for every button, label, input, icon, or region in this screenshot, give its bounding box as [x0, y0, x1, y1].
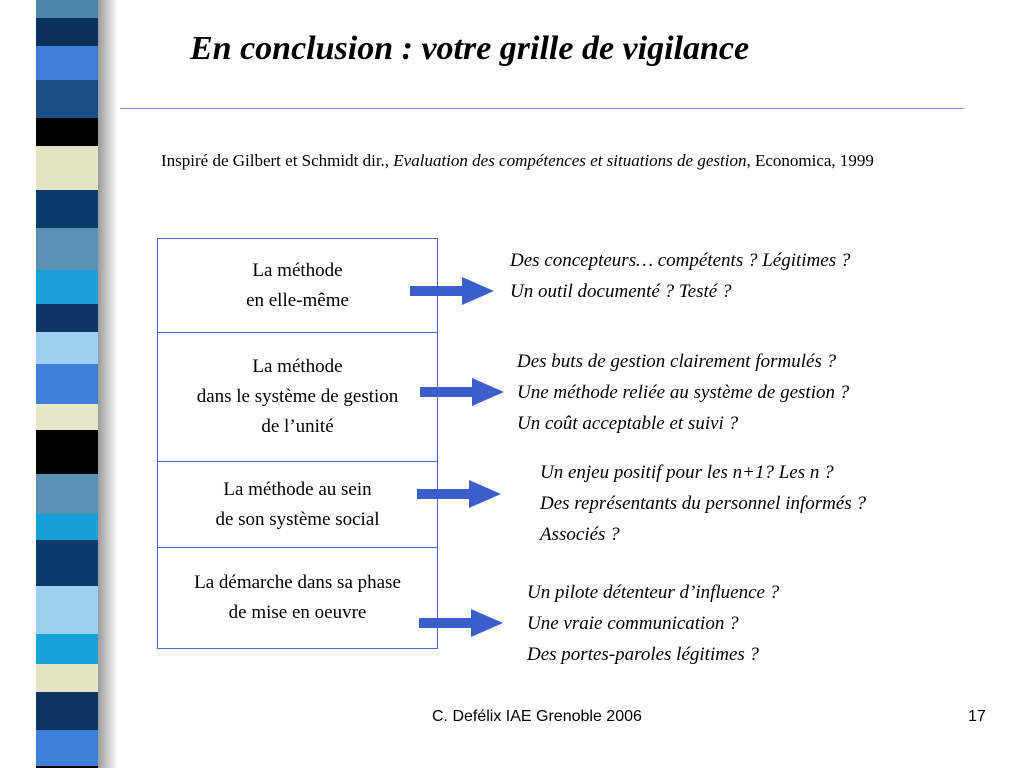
source-prefix: Inspiré de Gilbert et Schmidt dir.,	[161, 151, 394, 170]
criterion-line: de mise en oeuvre	[228, 602, 367, 623]
criterion-box-implementation	[157, 547, 438, 649]
questions-block	[517, 346, 849, 439]
source-citation	[161, 147, 1001, 174]
arrow-right-icon	[410, 276, 500, 306]
question-line: Une méthode reliée au système de gestion ?	[517, 382, 850, 403]
question-line: Un pilote détenteur d’influence ?	[527, 582, 780, 603]
question-line: Un enjeu positif pour les n+1? Les n ?	[540, 462, 834, 483]
decorative-stripe	[36, 0, 98, 768]
criterion-line: La méthode au sein	[223, 478, 372, 500]
questions-block	[510, 245, 850, 307]
criterion-box-social-system	[157, 461, 438, 547]
arrow-right-icon	[419, 608, 509, 638]
criterion-line: en elle-même	[246, 289, 349, 311]
question-line: Des buts de gestion clairement formulés ?	[517, 351, 837, 372]
arrow-right-icon	[417, 479, 507, 509]
slide-title: En conclusion : votre grille de vigilance	[190, 30, 750, 67]
criterion-line: dans le système de gestion	[196, 386, 399, 407]
question-line: Associés ?	[540, 524, 620, 545]
criterion-line: de son système social	[215, 508, 380, 530]
criterion-line: La démarche dans sa phase	[194, 572, 401, 593]
question-line: Un outil documenté ? Testé ?	[510, 281, 732, 302]
title-divider	[120, 108, 964, 109]
question-line: Des représentants du personnel informés ?	[540, 493, 866, 514]
question-line: Une vraie communication ?	[527, 613, 739, 634]
criterion-line: La méthode	[252, 356, 343, 377]
source-book-title: Evaluation des compétences et situations de gestion	[393, 151, 747, 170]
question-line: Des concepteurs… compétents ? Légitimes ?	[510, 250, 851, 271]
stripe-shadow	[98, 0, 118, 768]
question-line: Un coût acceptable et suivi ?	[517, 413, 739, 434]
criterion-box-method	[157, 238, 438, 332]
footer-author: C. Defélix IAE Grenoble 2006	[432, 708, 642, 725]
page-number: 17	[968, 708, 986, 725]
criterion-line: de l’unité	[261, 416, 334, 437]
question-line: Des portes-paroles légitimes ?	[527, 644, 760, 665]
arrow-right-icon	[420, 377, 510, 407]
questions-block	[527, 577, 779, 670]
source-suffix: , Economica, 1999	[746, 151, 874, 170]
criterion-line: La méthode	[252, 259, 343, 281]
criterion-box-management-system	[157, 332, 438, 461]
questions-block	[540, 457, 866, 550]
